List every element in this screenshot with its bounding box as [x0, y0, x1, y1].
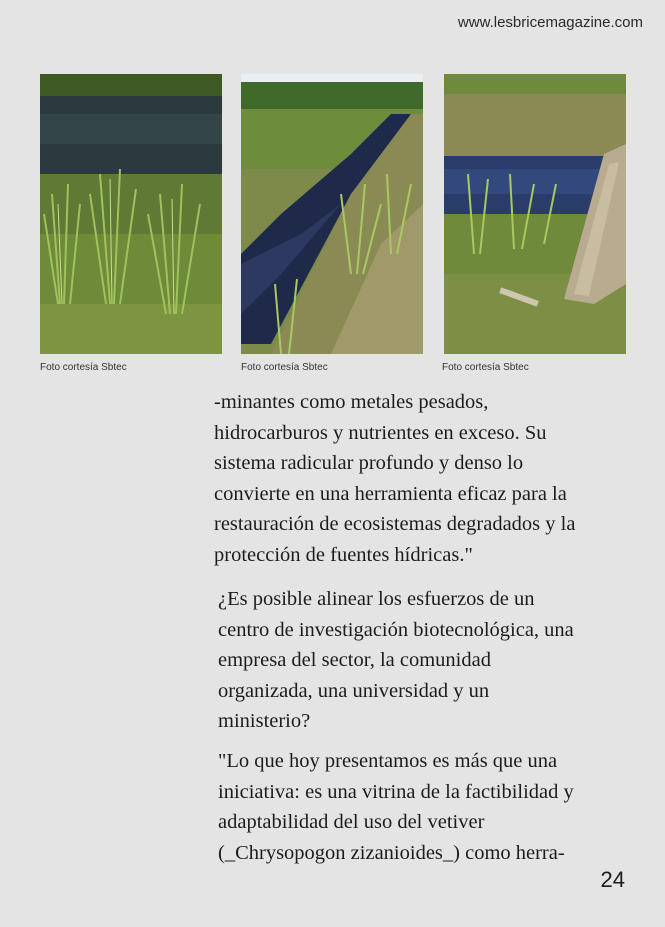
text-line: -minantes como metales pesados, — [214, 391, 489, 413]
text-line: iniciativa: es una vitrina de la factibilidad y — [218, 780, 574, 803]
body-paragraph-1 — [214, 387, 575, 570]
photo-canal-grass-2 — [241, 74, 423, 354]
photo-caption: Foto cortesía Sbtec — [442, 362, 529, 373]
text-line: organizada, una universidad y un — [218, 679, 490, 702]
body-paragraph-2 — [218, 584, 574, 737]
photo-canal-grass-1 — [40, 74, 222, 354]
text-line: centro de investigación biotecnológica, una — [218, 618, 574, 641]
text-line: hidrocarburos y nutrientes en exceso. Su — [214, 421, 547, 444]
text-line: ministerio? — [218, 710, 311, 732]
text-line: sistema radicular profundo y denso lo — [214, 452, 524, 474]
text-line: protección de fuentes hídricas." — [214, 543, 473, 566]
photo-caption: Foto cortesía Sbtec — [40, 362, 127, 373]
text-line: convierte en una herramienta eficaz para la — [214, 482, 567, 505]
text-line: "Lo que hoy presentamos es más que una — [218, 750, 558, 772]
text-line: adaptabilidad del uso del vetiver — [218, 811, 485, 833]
text-line: restauración de ecosistemas degradados y la — [214, 513, 576, 535]
text-line: ¿Es posible alinear los esfuerzos de un — [218, 588, 535, 610]
body-paragraph-3 — [218, 746, 574, 868]
site-url: www.lesbricemagazine.com — [457, 14, 643, 31]
text-line: (_Chrysopogon zizanioides_) como herra- — [218, 841, 565, 864]
photo-caption: Foto cortesía Sbtec — [241, 362, 328, 373]
text-line: empresa del sector, la comunidad — [218, 649, 491, 671]
page-number: 24 — [600, 867, 625, 892]
photo-canal-tree — [444, 74, 626, 354]
